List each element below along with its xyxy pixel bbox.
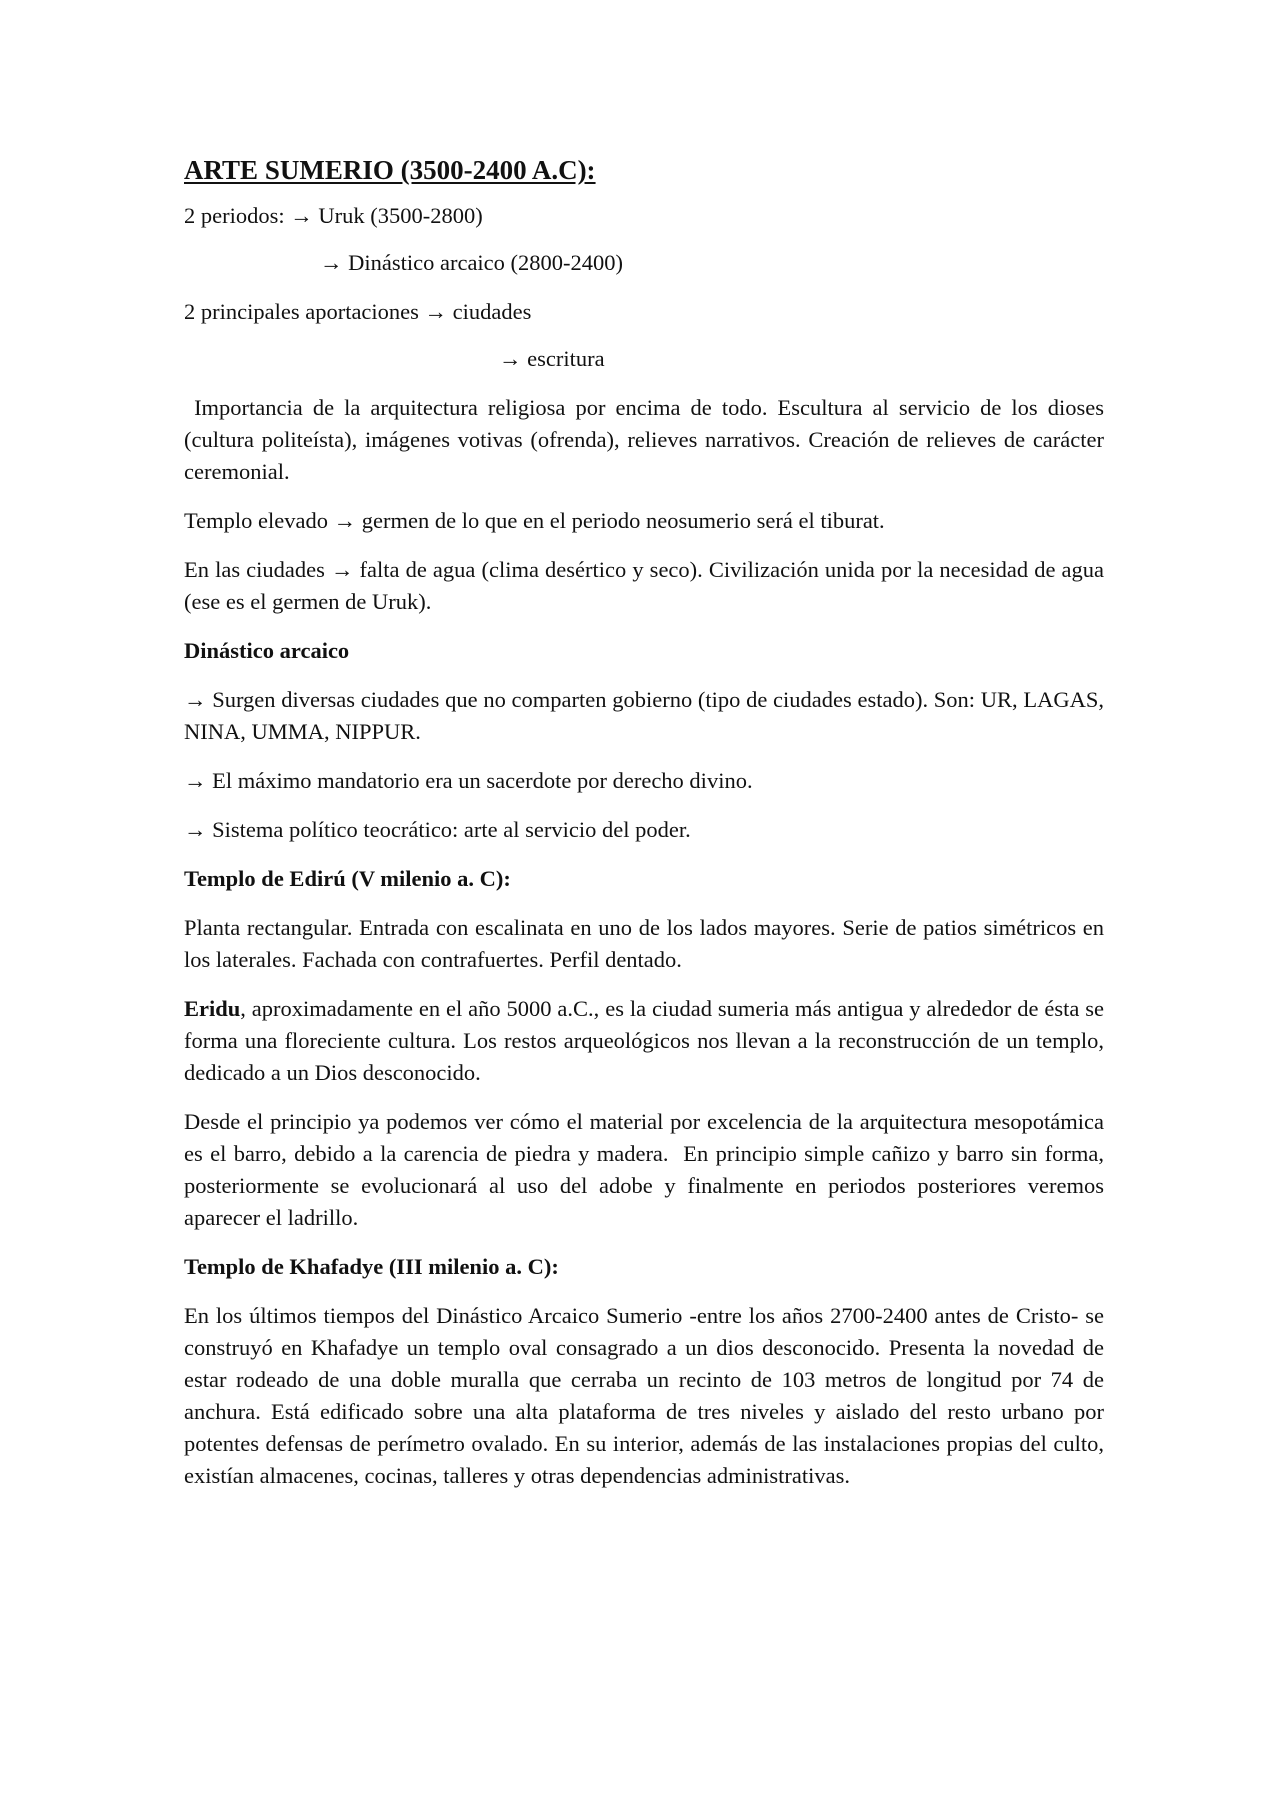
bullet-surgen-ciudades: → Surgen diversas ciudades que no comparten gobierno (tipo de ciudades estado). Son: UR, LAGAS, NINA, UMMA, NIPPUR. bbox=[184, 687, 1104, 744]
paragraph-ciudades: En las ciudades → falta de agua (clima desértico y seco). Civilización unida por la necesidad de agua (ese es el germen de Uruk). bbox=[184, 557, 1104, 614]
paragraph-material: Desde el principio ya podemos ver cómo el material por excelencia de la arquitectura mesopotámica es el barro, debido a la carencia de piedra y madera. En principio simple cañizo y barro sin forma, posteriormente se evolucionará al uso del adobe y finalmente en periodos posteriores veremos aparecer el ladrillo. bbox=[184, 1109, 1110, 1230]
paragraph-planta: Planta rectangular. Entrada con escalinata en uno de los lados mayores. Serie de patios simétricos en los laterales. Fachada con contrafuertes. Perfil dentado. bbox=[184, 915, 1104, 972]
paragraph-khafadye: En los últimos tiempos del Dinástico Arcaico Sumerio -entre los años 2700-2400 antes de Cristo- se construyó en Khafadye un templo oval consagrado a un dios desconocido. Presenta la novedad de estar rodeado de una doble muralla que cerraba un recinto de 103 metros de longitud por 74 de anchura. Está edificado sobre una alta plataforma de tres niveles y aislado del resto urbano por potentes defensas de perímetro ovalado. En su interior, además de las instalaciones propias del culto, existían almacenes, cocinas, talleres y otras dependencias administrativas. bbox=[184, 1303, 1104, 1488]
contributions-line-2: → escritura bbox=[499, 346, 605, 371]
heading-templo-khafadye: Templo de Khafadye (III milenio a. C): bbox=[184, 1254, 559, 1279]
contributions-line-1: 2 principales aportaciones → ciudades bbox=[184, 299, 532, 324]
paragraph-eridu bbox=[184, 993, 1104, 1089]
bullet-sistema-politico: → Sistema político teocrático: arte al servicio del poder. bbox=[184, 817, 691, 842]
periods-line-2: → Dinástico arcaico (2800-2400) bbox=[320, 250, 624, 275]
periods-line-1: 2 periodos: → Uruk (3500-2800) bbox=[184, 203, 483, 228]
heading-dinastico-arcaico: Dinástico arcaico bbox=[184, 638, 350, 663]
paragraph-templo-elevado: Templo elevado → germen de lo que en el periodo neosumerio será el tiburat. bbox=[184, 508, 885, 533]
document-page bbox=[184, 150, 1110, 1509]
eridu-text: , aproximadamente en el año 5000 a.C., es la ciudad sumeria más antigua y alrededor de ésta se forma una floreciente cultura. Los restos arqueológicos nos llevan a la reconstrucción de un templo, dedicado a un Dios desconocido. bbox=[184, 996, 1104, 1085]
bullet-maximo-mandatorio: → El máximo mandatorio era un sacerdote por derecho divino. bbox=[184, 768, 753, 793]
paragraph-importancia: Importancia de la arquitectura religiosa por encima de todo. Escultura al servicio de los dioses (cultura politeísta), imágenes votivas (ofrenda), relieves narrativos. Creación de relieves de carácter ceremonial. bbox=[184, 395, 1110, 484]
eridu-term: Eridu bbox=[184, 996, 241, 1021]
page-title: ARTE SUMERIO (3500-2400 A.C): bbox=[184, 155, 596, 185]
heading-templo-ediru: Templo de Edirú (V milenio a. C): bbox=[184, 866, 511, 891]
